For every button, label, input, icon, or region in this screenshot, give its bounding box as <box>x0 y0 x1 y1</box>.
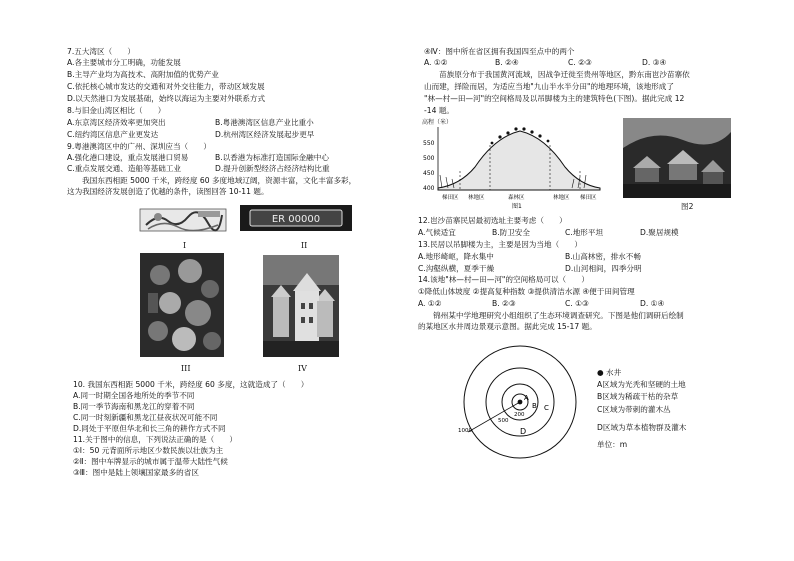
q14-option-c: C. ①③ <box>565 299 589 308</box>
caption-III: III <box>181 364 191 373</box>
q11-statement-4: ④Ⅳ：图中所在省区拥有我国四至点中的两个 <box>424 47 575 56</box>
caption-I: I <box>183 241 187 250</box>
q8-option-b: B.粤港澳湾区信息产业比重小 <box>215 118 314 127</box>
q10-option-c: C.同一时刻新疆和黑龙江昼夜状况可能不同 <box>73 413 218 422</box>
q8-option-c: C.纽约湾区信息产业更发达 <box>67 130 159 139</box>
legend-title: ● 水井 <box>597 368 622 377</box>
q12-option-b: B.防卫安全 <box>492 228 530 237</box>
photo-license-plate <box>240 205 352 231</box>
q7-option-c: C.依托核心城市发达的交通和对外交往能力，带动区域发展 <box>67 82 265 91</box>
q11-option-d: D. ③④ <box>642 58 667 67</box>
q10-option-a: A.同一时期全国各地所处的季节不同 <box>73 391 195 400</box>
q9-option-d: D.提升创新型经济占经济结构比重 <box>215 164 330 173</box>
q9-option-b: B.以香港为标准打造国际金融中心 <box>215 153 329 162</box>
passage-line-4: -14 题。 <box>424 106 455 115</box>
passage-2-line-1: 锦州某中学地理研究小组组织了生态环境调查研究。下图是他们调研后绘制 <box>418 311 684 320</box>
caption-II: II <box>301 241 308 250</box>
q12-option-c: C.地形平坦 <box>565 228 604 237</box>
q11-option-a: A. ①② <box>424 58 448 67</box>
q12-stem: 12.岜沙苗寨民居最初选址主要考虑（ ） <box>418 216 567 225</box>
photo-banknote <box>138 205 228 233</box>
radius-500: 500 <box>498 418 509 424</box>
legend-b: B区域为稀疏干枯的杂草 <box>597 392 679 401</box>
plate-text: ER 00000 <box>271 214 321 225</box>
radius-200: 200 <box>514 412 525 418</box>
legend-unit: 单位：m <box>597 440 628 449</box>
tick-500: 500 <box>423 155 435 162</box>
legend-d: D区域为草本植物群及灌木 <box>597 423 687 432</box>
q11-option-c: C. ②③ <box>568 58 592 67</box>
q14-option-a: A. ①② <box>418 299 442 308</box>
tick-450: 450 <box>423 170 435 177</box>
q7-option-b: B.主导产业均为高技术、高附加值的优势产业 <box>67 70 219 79</box>
q14-statements: ①降低山体坡度 ②提高复种指数 ③提供清洁水源 ④便于田间管理 <box>418 287 635 296</box>
q10-option-d: D.同处于平原但华北和长三角的耕作方式不同 <box>73 424 226 433</box>
q10-option-b: B.同一季节海南和黑龙江的穿着不同 <box>73 402 195 411</box>
q12-option-a: A.气候适宜 <box>418 228 456 237</box>
legend-c: C区域为带刺的灌木丛 <box>597 405 671 414</box>
q13-option-a: A.地形崎岖，降水集中 <box>418 252 494 261</box>
q7-option-a: A.各主要城市分工明确，功能发展 <box>67 58 181 67</box>
q11-option-b: B. ②④ <box>495 58 519 67</box>
photo-stilt-houses <box>623 118 731 198</box>
zone-forest: 森林区 <box>508 195 525 201</box>
q12-option-d: D.聚居规模 <box>640 228 679 237</box>
passage-line-3: "林—村—田—河"的空间格局及以吊脚楼为主的建筑特色(下图)。据此完成 12 <box>424 94 685 103</box>
legend-a: A区域为光秃和坚硬的土地 <box>597 380 686 389</box>
photo-palace <box>263 255 339 357</box>
photo-crowd <box>140 253 224 357</box>
passage-line-2: 山而建，择险而居，为适应当地"九山半水半分田"的地理环境，该地形成了 <box>424 82 674 91</box>
radius-1000: 1000 <box>458 428 472 434</box>
q14-stem: 14.该地"林—村—田—河"的空间格局可以（ ） <box>418 275 589 284</box>
q9-option-c: C.重点发展交通、造船等基础工业 <box>67 164 182 173</box>
intro-line-2: 这为我国经济发展创造了优越的条件，读图回答 10-11 题。 <box>67 187 269 196</box>
tick-550: 550 <box>423 140 435 147</box>
label-b: B <box>532 402 537 410</box>
tick-400: 400 <box>423 185 435 192</box>
q11-statement-2: ②Ⅱ：图中车牌显示的城市属于温带大陆性气候 <box>73 457 228 466</box>
q13-stem: 13.民居以吊脚楼为主，主要是因为当地（ ） <box>418 240 582 249</box>
q13-option-d: D.山河相间，四季分明 <box>565 264 642 273</box>
q14-option-b: B. ②③ <box>492 299 516 308</box>
figure-well-landscape <box>440 340 590 485</box>
label-c: C <box>544 404 549 412</box>
q13-option-b: B.山高林密，排水不畅 <box>565 252 641 261</box>
zone-woodland-left: 林地区 <box>468 195 485 201</box>
q9-stem: 9.粤港澳湾区中的广州、深圳应当（ ） <box>67 142 211 151</box>
intro-line-1: 我国东西相距 5000 千米，跨经度 60 多度地域辽阔，资源丰富，文化丰富多彩， <box>67 176 357 185</box>
zone-woodland-right: 林地区 <box>553 195 570 201</box>
q14-option-d: D. ①④ <box>640 299 665 308</box>
q8-stem: 8.与旧金山湾区相比（ ） <box>67 106 166 115</box>
q7-stem: 7.五大湾区（ ） <box>67 47 135 56</box>
figure-2-caption: 图2 <box>681 202 694 211</box>
elevation-axis-label: 高程（米） <box>422 119 453 126</box>
zone-terraced-right: 梯田区 <box>580 195 597 201</box>
q11-statement-1: ①Ⅰ：50 元背面所示地区少数民族以壮族为主 <box>73 446 224 455</box>
q8-option-d: D.杭州湾区经济发展起步更早 <box>215 130 315 139</box>
q11-statement-3: ③Ⅲ：图中是陆上领壤国家最多的省区 <box>73 468 199 477</box>
caption-IV: IV <box>298 364 307 373</box>
q13-option-c: C.沟壑纵横，夏季干燥 <box>418 264 495 273</box>
figure-1-caption: 图1 <box>512 203 522 210</box>
q9-option-a: A.强化港口建设，重点发展港口贸易 <box>67 153 189 162</box>
label-d: D <box>520 427 527 436</box>
terrain-profile <box>438 131 600 190</box>
q10-stem: 10. 我国东西相距 5000 千米，跨经度 60 多度，这就造成了（ ） <box>73 380 309 389</box>
q7-option-d: D.以天然港口为发展基础，始终以海运为主要对外联系方式 <box>67 94 266 103</box>
q8-option-a: A.东京湾区经济效率更加突出 <box>67 118 166 127</box>
q11-stem: 11.关于图中的信息，下列说法正确的是（ ） <box>73 435 237 444</box>
zone-terraced-left: 梯田区 <box>442 195 459 201</box>
label-a: A <box>524 394 529 402</box>
passage-2-line-2: 的某地区水井周边景观示意图。据此完成 15-17 题。 <box>418 322 597 331</box>
figure-elevation-profile <box>420 115 612 210</box>
passage-line-1: 苗族原分布于我国黄河流域，因战争迁徙至贵州等地区，黔东南岜沙苗寨依 <box>424 70 690 79</box>
